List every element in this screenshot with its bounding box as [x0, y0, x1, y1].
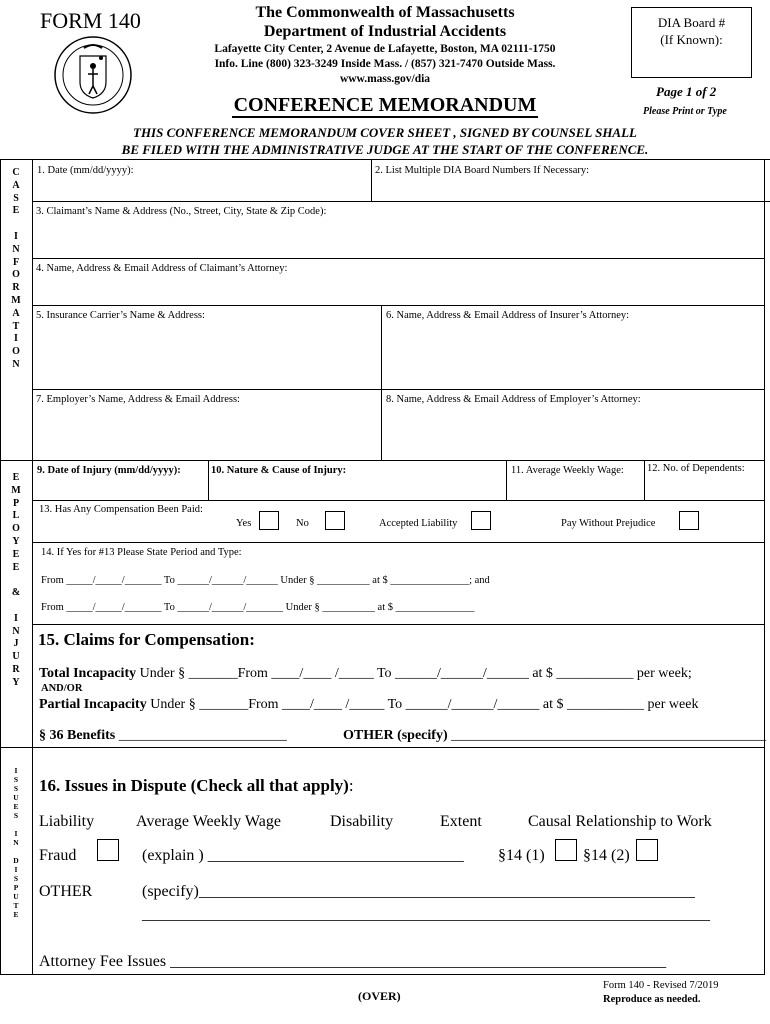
date-field[interactable]: [33, 178, 370, 200]
yes-checkbox[interactable]: [259, 511, 279, 530]
s14-2-checkbox[interactable]: [636, 839, 658, 861]
date-of-injury-label: 9. Date of Injury (mm/dd/yyyy):: [37, 465, 181, 476]
side-label-divider: [32, 159, 33, 975]
dependents-label: 12. No. of Dependents:: [647, 463, 745, 474]
other-specify-row[interactable]: [343, 728, 766, 744]
form-revision: Form 140 - Revised 7/2019: [603, 980, 719, 991]
side-label-letter: S: [13, 775, 19, 784]
row-divider-5: [32, 500, 765, 501]
side-label-letter: P: [12, 497, 20, 509]
instruction-line-2: BE FILED WITH THE ADMINISTRATIVE JUDGE AT THE START OF THE CONFERENCE.: [121, 142, 649, 157]
claimant-address-label: 3. Claimant’s Name & Address (No., Street, City, State & Zip Code):: [36, 206, 327, 217]
side-label-letter: S: [13, 811, 19, 820]
side-label-letter: N: [13, 838, 19, 847]
side-label-letter: O: [12, 523, 20, 535]
org-name: The Commonwealth of Massachusetts: [255, 4, 515, 21]
side-label-letter: [0, 600, 32, 613]
s36-benefits-row[interactable]: [39, 728, 287, 744]
col-divider-3: [208, 460, 209, 500]
pay-without-prejudice-checkbox[interactable]: [679, 511, 699, 530]
side-label-letter: E: [13, 910, 19, 919]
side-label-letter: N: [12, 625, 20, 637]
bottom-border: [0, 974, 765, 975]
side-label-case-information: [0, 167, 32, 372]
side-label-letter: S: [13, 192, 19, 204]
side-label-letter: R: [12, 663, 20, 675]
side-label-letter: N: [12, 358, 20, 370]
side-label-letter: E: [12, 561, 20, 573]
side-label-letter: [0, 847, 32, 856]
no-label: No: [296, 518, 309, 529]
fraud-explain-line[interactable]: (explain ) ________________________________: [142, 847, 464, 864]
print-note: Please Print or Type: [643, 106, 727, 117]
side-label-letter: [0, 574, 32, 587]
attorney-fee-issues[interactable]: Attorney Fee Issues ______________________________________________________________: [39, 953, 667, 970]
side-label-letter: N: [12, 243, 20, 255]
info-line: Info. Line (800) 323-3249 Inside Mass. / (857) 321-7470 Outside Mass.: [214, 58, 556, 70]
claims-title: 15. Claims for Compensation:: [38, 630, 255, 649]
s36-benefits-line: ________________________: [115, 728, 287, 743]
side-label-employee-injury: [0, 472, 32, 690]
issue-other-label: OTHER: [39, 883, 93, 900]
page-indicator: Page 1 of 2: [656, 84, 717, 99]
compensation-paid-label: 13. Has Any Compensation Been Paid:: [39, 504, 203, 515]
side-label-letter: D: [13, 856, 19, 865]
col-divider-1: [371, 159, 372, 201]
side-label-letter: S: [13, 784, 19, 793]
pay-without-prejudice-label: Pay Without Prejudice: [561, 518, 656, 529]
issue-fraud-label: Fraud: [39, 847, 77, 864]
row-divider-1: [32, 201, 770, 202]
form-number: FORM 140: [40, 8, 141, 33]
side-label-letter: L: [12, 510, 20, 522]
issue-liability[interactable]: Liability: [39, 813, 95, 830]
s14-1-checkbox[interactable]: [555, 839, 577, 861]
side-label-letter: S: [13, 874, 19, 883]
side-label-letter: O: [12, 346, 20, 358]
issues-title-text: 16. Issues in Dispute (Check all that apply): [39, 776, 349, 795]
claimant-attorney-label: 4. Name, Address & Email Address of Claimant’s Attorney:: [36, 263, 288, 274]
dia-board-box[interactable]: [631, 7, 752, 78]
partial-incapacity-row[interactable]: [39, 697, 698, 713]
reproduce-note: Reproduce as needed.: [603, 994, 701, 1005]
row-divider-3: [32, 305, 765, 306]
side-label-letter: J: [13, 638, 19, 650]
employer-attorney-label: 8. Name, Address & Email Address of Employer’s Attorney:: [386, 394, 641, 405]
average-weekly-wage-label: 11. Average Weekly Wage:: [511, 465, 624, 476]
partial-incapacity-fields: Under § _______From ____/____ /_____ To ______/______/______ at $ ___________ per week: [146, 697, 699, 712]
no-checkbox[interactable]: [325, 511, 345, 530]
yes-label: Yes: [236, 518, 252, 529]
and-or-label: AND/OR: [41, 683, 83, 694]
insurer-attorney-label: 6. Name, Address & Email Address of Insurer’s Attorney:: [386, 310, 630, 321]
s36-benefits-label: § 36 Benefits: [39, 728, 116, 743]
side-label-letter: I: [14, 766, 18, 775]
side-label-letter: I: [14, 829, 18, 838]
fraud-checkbox[interactable]: [97, 839, 119, 861]
side-label-letter: U: [13, 892, 19, 901]
row-divider-6: [32, 542, 765, 543]
side-label-letter: A: [12, 179, 20, 191]
side-label-letter: I: [14, 612, 18, 624]
col-divider-5: [644, 460, 645, 500]
side-label-letter: P: [13, 883, 19, 892]
total-incapacity-fields: Under § _______From ____/____ /_____ To ______/______/______ at $ ___________ per week;: [136, 666, 692, 681]
side-label-letter: U: [12, 651, 20, 663]
side-label-letter: E: [12, 548, 20, 560]
dia-board-sublabel: (If Known):: [660, 32, 723, 47]
accepted-liability-label: Accepted Liability: [379, 518, 458, 529]
issue-causal-relationship[interactable]: Causal Relationship to Work: [528, 813, 712, 830]
total-incapacity-label: Total Incapacity: [39, 666, 137, 681]
department-address: Lafayette City Center, 2 Avenue de Lafayette, Boston, MA 02111-1750: [214, 43, 556, 55]
accepted-liability-checkbox[interactable]: [471, 511, 491, 530]
form-title: [180, 94, 590, 117]
side-label-letter: F: [12, 256, 20, 268]
right-border: [764, 159, 765, 975]
side-label-letter: Y: [12, 535, 20, 547]
section-divider-2: [0, 747, 765, 748]
period-row-1[interactable]: From _____/_____/_______ To ______/______/______ Under § __________ at $ _______________; and: [41, 575, 490, 586]
col-divider-2: [381, 305, 382, 460]
issue-extent[interactable]: Extent: [440, 813, 482, 830]
side-label-letter: Y: [12, 676, 20, 688]
side-label-letter: C: [12, 167, 20, 178]
massachusetts-seal-icon: [52, 34, 134, 116]
side-label-letter: [0, 218, 32, 231]
date-field-label: 1. Date (mm/dd/yyyy):: [37, 165, 134, 176]
side-label-letter: M: [11, 484, 21, 496]
side-label-letter: T: [13, 901, 19, 910]
total-incapacity-row[interactable]: [39, 666, 692, 682]
row-divider-7: [32, 624, 765, 625]
side-label-letter: E: [12, 205, 20, 217]
row-divider-4: [32, 389, 765, 390]
s14-1-label: §14 (1): [498, 847, 545, 864]
other-specify-line-1[interactable]: (specify)______________________________________________________________: [142, 883, 695, 900]
side-label-letter: A: [12, 307, 20, 319]
issue-average-weekly-wage[interactable]: Average Weekly Wage: [136, 813, 281, 830]
instruction-line-1: THIS CONFERENCE MEMORANDUM COVER SHEET , SIGNED BY COUNSEL SHALL: [133, 125, 637, 140]
col-divider-4: [506, 460, 507, 500]
nature-cause-label: 10. Nature & Cause of Injury:: [211, 465, 347, 476]
side-label-letter: T: [12, 320, 20, 332]
issues-title: [39, 776, 354, 796]
employer-label: 7. Employer’s Name, Address & Email Address:: [36, 394, 240, 405]
row-divider-2: [32, 258, 765, 259]
insurance-carrier-label: 5. Insurance Carrier’s Name & Address:: [36, 310, 205, 321]
period-row-2[interactable]: From _____/_____/_______ To ______/______/_______ Under § __________ at $ _______________: [41, 602, 475, 613]
side-label-letter: R: [12, 282, 20, 294]
side-label-letter: I: [14, 865, 18, 874]
side-label-issues-in-dispute: [0, 766, 32, 919]
other-specify-line-2[interactable]: _______________________________________________________________________: [142, 906, 710, 923]
department-name: Department of Industrial Accidents: [263, 23, 507, 40]
side-label-letter: I: [14, 333, 18, 345]
s14-2-label: §14 (2): [583, 847, 630, 864]
dia-board-numbers-label: 2. List Multiple DIA Board Numbers If Necessary:: [375, 165, 590, 176]
dia-board-label: DIA Board #: [657, 15, 726, 30]
website: www.mass.gov/dia: [339, 73, 431, 85]
other-specify-line: _____________________________________________: [447, 728, 767, 743]
period-type-label: 14. If Yes for #13 Please State Period and Type:: [41, 547, 242, 558]
top-border: [0, 159, 770, 160]
issues-title-colon: :: [348, 776, 354, 795]
side-label-letter: M: [11, 294, 21, 306]
side-label-letter: [0, 820, 32, 829]
over-label: (OVER): [358, 989, 401, 1003]
side-label-letter: E: [13, 802, 19, 811]
side-label-letter: E: [12, 472, 20, 483]
issue-disability[interactable]: Disability: [330, 813, 394, 830]
other-specify-label: OTHER (specify): [343, 728, 448, 743]
section-divider-1: [0, 460, 765, 461]
side-label-letter: U: [13, 793, 19, 802]
form-title-text: CONFERENCE MEMORANDUM: [233, 94, 537, 116]
side-label-letter: &: [11, 587, 21, 599]
side-label-letter: I: [14, 230, 18, 242]
partial-incapacity-label: Partial Incapacity: [39, 697, 147, 712]
side-label-letter: O: [12, 269, 20, 281]
